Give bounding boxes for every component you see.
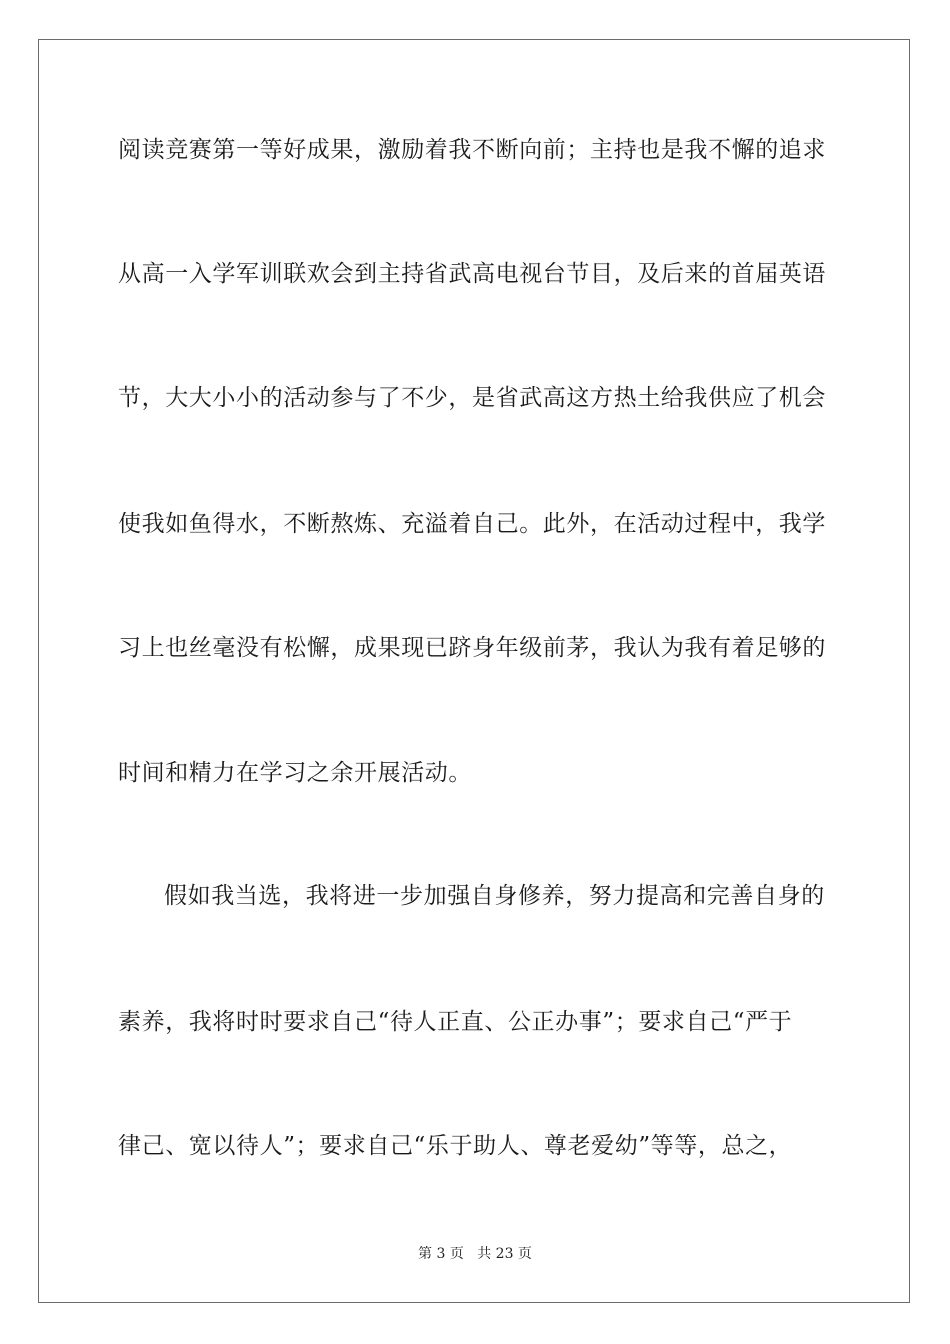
- page-number: 第 3 页: [418, 1246, 464, 1262]
- page-footer: [0, 1244, 950, 1264]
- page-border: [38, 39, 910, 1303]
- paragraph-first-line: 假如我当选，我将进一步加强自身修养，努力提高和完善自身的: [164, 883, 825, 909]
- text-line: 从高一入学军训联欢会到主持省武高电视台节目，及后来的首届英语: [118, 261, 826, 287]
- text-line: 节，大大小小的活动参与了不少，是省武高这方热土给我供应了机会: [118, 385, 826, 411]
- text-line: 律己、宽以待人”；要求自己“乐于助人、尊老爱幼”等等，总之，: [118, 1133, 793, 1159]
- text-line: 习上也丝毫没有松懈，成果现已跻身年级前茅，我认为我有着足够的: [118, 635, 826, 661]
- page-total: 共 23 页: [477, 1246, 532, 1262]
- text-line: 阅读竞赛第一等好成果，激励着我不断向前；主持也是我不懈的追求: [118, 137, 826, 163]
- text-line: 时间和精力在学习之余开展活动。: [118, 760, 472, 786]
- text-line: 使我如鱼得水，不断熬炼、充溢着自己。此外，在活动过程中，我学: [118, 511, 826, 537]
- text-line: 素养，我将时时要求自己“待人正直、公正办事”；要求自己“严于: [118, 1009, 793, 1035]
